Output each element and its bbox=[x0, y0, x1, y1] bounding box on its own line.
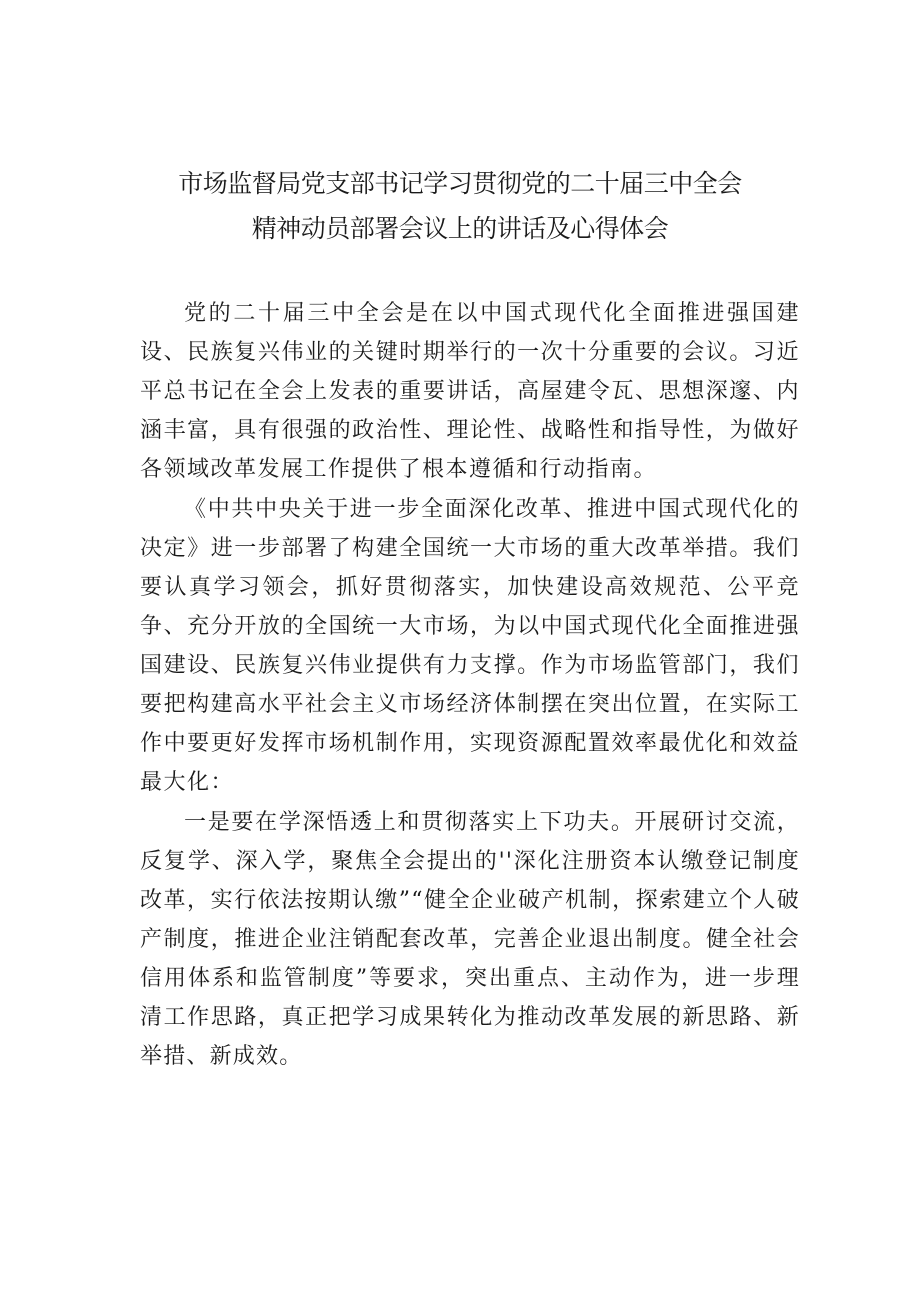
paragraph-1: 党的二十届三中全会是在以中国式现代化全面推进强国建设、民族复兴伟业的关键时期举行的一次十分重要的会议。习近平总书记在全会上发表的重要讲话，高屋建令瓦、思想深邃、内涵丰富，具有很强的政治性、理论性、战略性和指导性，为做好各领域改革发展工作提供了根本遵循和行动指南。 bbox=[140, 301, 800, 482]
document-title-line-2: 精神动员部署会议上的讲话及心得体会 bbox=[251, 214, 669, 243]
document-body bbox=[140, 294, 800, 1077]
paragraph-3: 一是要在学深悟透上和贯彻落实上下功夫。开展研讨交流，反复学、深入学，聚焦全会提出的''深化注册资本认缴登记制度改革，实行依法按期认缴”“健全企业破产机制，探索建立个人破产制度，推进企业注销配套改革，完善企业退出制度。健全社会信用体系和监管制度”等要求，突出重点、主动作为，进一步理清工作思路，真正把学习成果转化为推动改革发展的新思路、新举措、新成效。 bbox=[140, 810, 800, 1069]
document-title-line-1: 市场监督局党支部书记学习贯彻党的二十届三中全会 bbox=[178, 169, 742, 198]
paragraph-2: 《中共中央关于进一步全面深化改革、推进中国式现代化的决定》进一步部署了构建全国统一大市场的重大改革举措。我们要认真学习领会，抓好贯彻落实，加快建设高效规范、公平竞争、充分开放的全国统一大市场，为以中国式现代化全面推进强国建设、民族复兴伟业提供有力支撑。作为市场监管部门，我们要把构建高水平社会主义市场经济体制摆在突出位置，在实际工作中要更好发挥市场机制作用，实现资源配置效率最优化和效益最大化： bbox=[140, 497, 800, 795]
